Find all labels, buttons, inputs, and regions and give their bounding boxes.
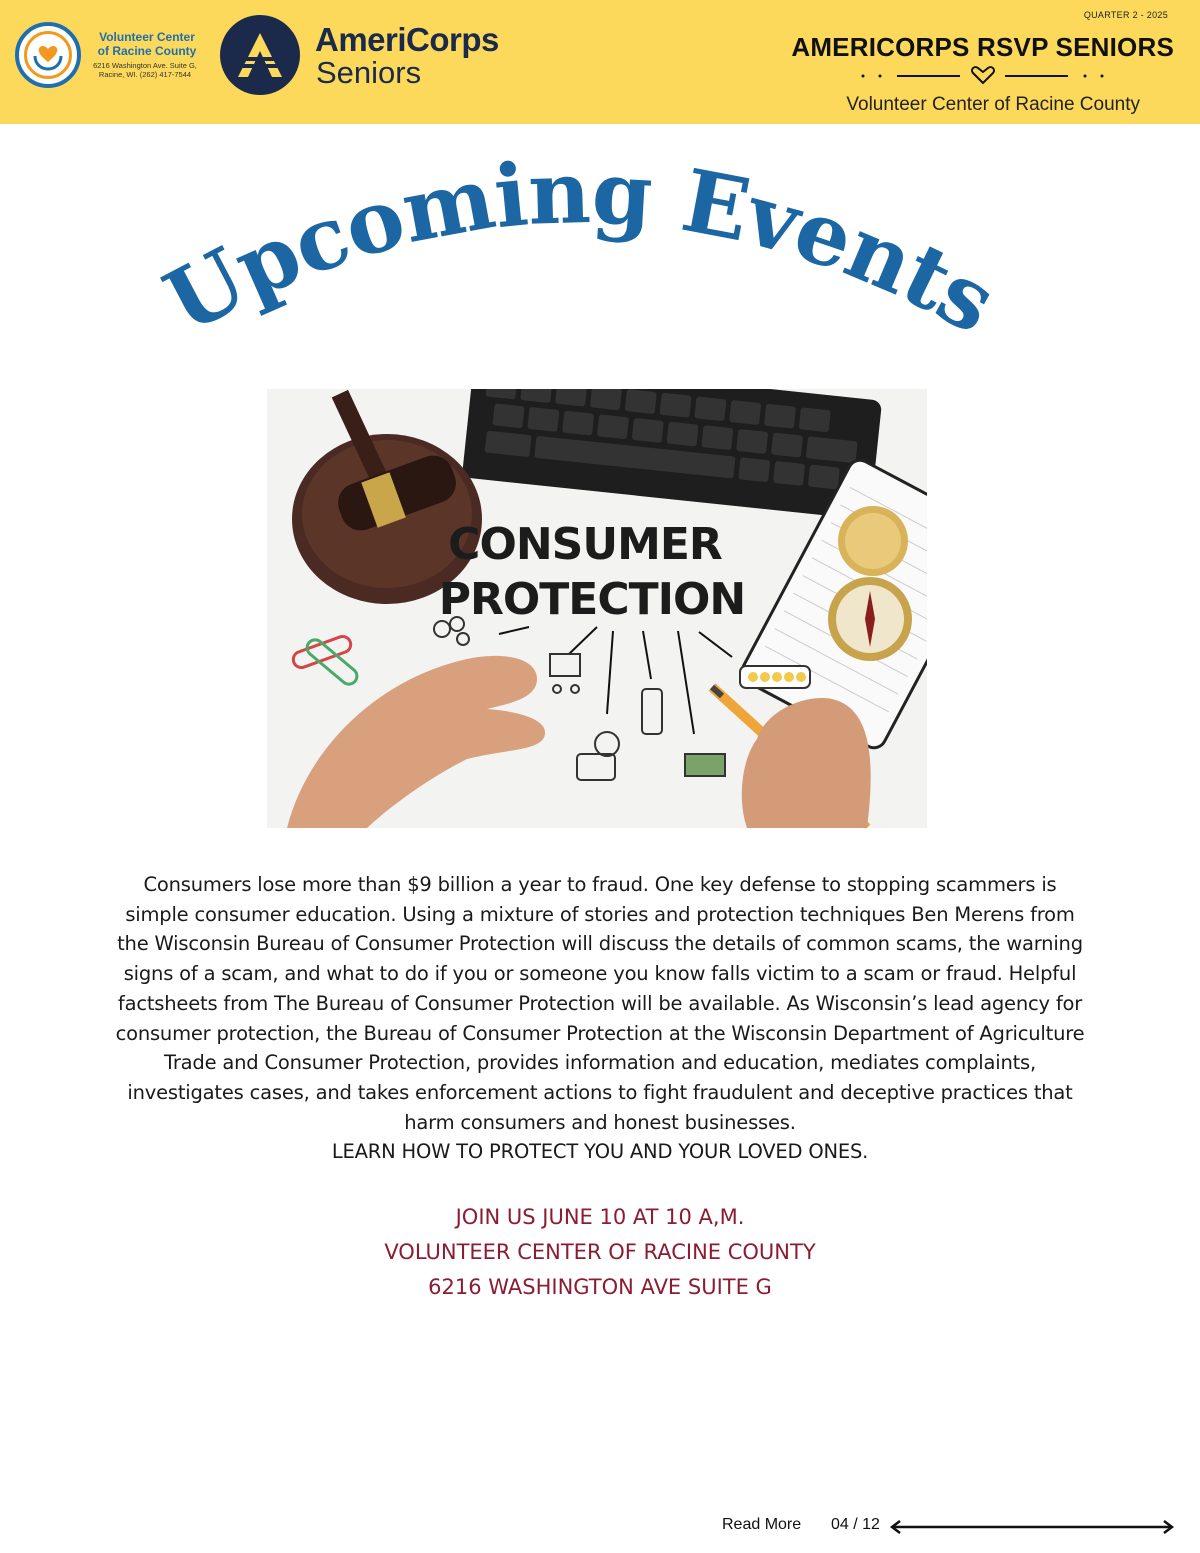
newsletter-title: AMERICORPS RSVP SENIORS — [791, 32, 1174, 62]
vc-name-line1: Volunteer Center — [99, 30, 195, 44]
photo-text-line1: CONSUMER — [448, 519, 722, 570]
upcoming-events-heading — [140, 140, 1020, 360]
volunteer-center-address — [80, 61, 210, 79]
event-venue: VOLUNTEER CENTER OF RACINE COUNTY — [384, 1240, 816, 1264]
americorps-a-icon — [232, 27, 288, 83]
quarter-label: QUARTER 2 - 2025 — [1083, 10, 1168, 20]
svg-text:Upcoming Events — [149, 142, 1011, 353]
vc-name-line2: of Racine County — [97, 44, 197, 58]
description-line: Trade and Consumer Protection, provides information and education, mediates complaints, — [163, 1051, 1037, 1075]
header-band — [0, 0, 1200, 124]
description-line: Consumers lose more than $9 billion a year to fraud. One key defense to stopping scammers is — [143, 873, 1057, 896]
americorps-name: AmeriCorps — [315, 21, 499, 58]
event-details — [300, 1200, 900, 1305]
consumer-protection-photo — [267, 389, 927, 828]
description-line: the Wisconsin Bureau of Consumer Protection will discuss the details of common scams, the warning — [117, 932, 1083, 956]
photo-text-line2: PROTECTION — [438, 574, 746, 625]
page-number: 04 / 12 — [831, 1516, 880, 1533]
event-date-time: JOIN US JUNE 10 AT 10 A,M. — [455, 1205, 745, 1229]
description-line: investigates cases, and takes enforcement actions to fight fraudulent and deceptive practices that — [127, 1080, 1073, 1104]
description-line: factsheets from The Bureau of Consumer Protection will be available. As Wisconsin’s lead agency for — [117, 991, 1083, 1015]
volunteer-center-logo — [15, 22, 81, 88]
americorps-seniors: Seniors — [316, 55, 422, 90]
description-line: signs of a scam, and what to do if you or someone you know falls victim to a scam or fraud. Helpful — [123, 962, 1077, 986]
description-line: consumer protection, the Bureau of Consumer Protection at the Wisconsin Department of Agriculture — [115, 1021, 1085, 1045]
event-address: 6216 WASHINGTON AVE SUITE G — [428, 1275, 772, 1299]
description-line: simple consumer education. Using a mixture of stories and protection techniques Ben Merens from — [125, 902, 1075, 926]
heart-divider-icon — [855, 64, 1110, 86]
volunteer-center-name — [88, 30, 206, 58]
description-callout: LEARN HOW TO PROTECT YOU AND YOUR LOVED ONES. — [331, 1140, 869, 1164]
read-more-link[interactable]: Read More — [722, 1516, 802, 1533]
newsletter-subtitle: Volunteer Center of Racine County — [846, 94, 1140, 115]
heading-text: Upcoming Events — [149, 141, 1012, 354]
vc-addr-line2: Racine, WI. (262) 417-7544 — [98, 70, 192, 79]
page-navigation-arrows-icon[interactable] — [888, 1518, 1176, 1536]
event-description — [50, 870, 1150, 1167]
description-line: harm consumers and honest businesses. — [404, 1110, 796, 1134]
americorps-logo — [220, 15, 300, 95]
vc-addr-line1: 6216 Washington Ave. Suite G, — [93, 61, 197, 70]
heart-hands-icon — [29, 36, 67, 74]
consumer-protection-illustration — [267, 389, 927, 828]
